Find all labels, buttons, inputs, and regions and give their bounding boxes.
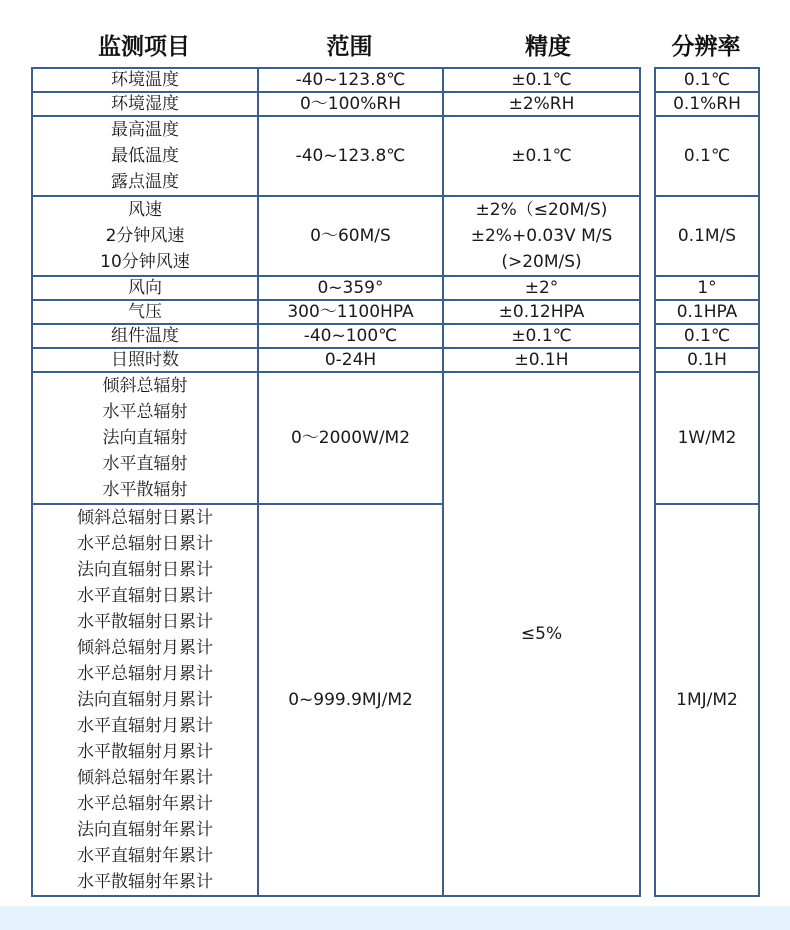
item-label: 最高温度 [111, 120, 179, 140]
header-accuracy: 精度 [525, 33, 571, 60]
range-cell: -40~123.8℃ [258, 116, 443, 196]
item-cell: 环境温度 [32, 68, 258, 92]
item-label: 水平直辐射月累计 [77, 716, 213, 736]
accuracy-cell: ±0.1℃ [443, 68, 640, 92]
range-cell: 0～2000W/M2 [258, 372, 443, 504]
spec-table [31, 67, 760, 897]
accuracy-cell: ±2%RH [443, 92, 640, 116]
range-cell: -40~123.8℃ [258, 68, 443, 92]
column-gap [640, 196, 655, 276]
column-gap [640, 324, 655, 348]
accuracy-line: (>20M/S) [501, 252, 582, 272]
item-label: 法向直辐射月累计 [77, 690, 213, 710]
range-cell: 0～100%RH [258, 92, 443, 116]
item-cell: 风向 [32, 276, 258, 300]
item-cell: 组件温度 [32, 324, 258, 348]
item-label: 倾斜总辐射月累计 [77, 638, 213, 658]
column-gap [640, 300, 655, 324]
header-item: 监测项目 [98, 33, 190, 60]
item-label: 法向直辐射 [102, 428, 188, 448]
accuracy-cell: ±0.1H [443, 348, 640, 372]
range-cell: 0~999.9MJ/M2 [258, 504, 443, 896]
column-gap [640, 372, 655, 896]
item-label: 法向直辐射年累计 [77, 820, 213, 840]
accuracy-cell: ≤5% [443, 372, 640, 896]
item-cell [32, 196, 258, 276]
accuracy-cell: ±0.1℃ [443, 324, 640, 348]
resolution-cell: 0.1℃ [655, 68, 759, 92]
item-cell [32, 372, 258, 504]
column-gap [640, 116, 655, 196]
resolution-cell: 0.1M/S [655, 196, 759, 276]
item-cell [32, 504, 258, 896]
item-label: 风速 [128, 200, 162, 220]
table-row [32, 68, 759, 92]
header-range: 范围 [326, 33, 373, 60]
column-gap [640, 348, 655, 372]
table-row [32, 116, 759, 196]
item-cell: 气压 [32, 300, 258, 324]
range-cell: 0~359° [258, 276, 443, 300]
resolution-cell: 0.1%RH [655, 92, 759, 116]
accuracy-cell: ±0.12HPA [443, 300, 640, 324]
item-label: 露点温度 [111, 172, 179, 192]
resolution-cell: 0.1℃ [655, 324, 759, 348]
item-label: 水平总辐射 [102, 402, 188, 422]
item-label: 水平散辐射月累计 [77, 742, 213, 762]
resolution-cell: 0.1H [655, 348, 759, 372]
range-cell: 0～60M/S [258, 196, 443, 276]
accuracy-line: ±2%+0.03V M/S [470, 226, 613, 246]
item-label: 倾斜总辐射 [102, 376, 188, 396]
table-row [32, 300, 759, 324]
accuracy-cell: ±2° [443, 276, 640, 300]
item-cell [32, 116, 258, 196]
item-label: 水平总辐射日累计 [77, 534, 213, 554]
item-label: 水平直辐射年累计 [77, 846, 213, 866]
table-row [32, 276, 759, 300]
item-label: 倾斜总辐射年累计 [77, 768, 213, 788]
item-label: 2分钟风速 [105, 226, 185, 246]
table-row [32, 372, 759, 504]
accuracy-cell [443, 196, 640, 276]
item-label: 法向直辐射日累计 [77, 560, 213, 580]
table-row [32, 92, 759, 116]
resolution-cell: 1MJ/M2 [655, 504, 759, 896]
item-label: 水平散辐射年累计 [77, 872, 213, 892]
bottom-band [0, 906, 790, 930]
range-cell: 300～1100HPA [258, 300, 443, 324]
column-gap [640, 276, 655, 300]
table-row [32, 348, 759, 372]
item-label: 水平散辐射日累计 [77, 612, 213, 632]
item-label: 倾斜总辐射日累计 [77, 508, 213, 528]
accuracy-cell: ±0.1℃ [443, 116, 640, 196]
range-cell: -40~100℃ [258, 324, 443, 348]
column-gap [640, 92, 655, 116]
header-resolution: 分辨率 [671, 33, 741, 60]
item-label: 水平总辐射月累计 [77, 664, 213, 684]
column-gap [640, 68, 655, 92]
resolution-cell: 1° [655, 276, 759, 300]
item-cell: 环境湿度 [32, 92, 258, 116]
item-label: 水平直辐射 [102, 454, 188, 474]
item-label: 10分钟风速 [100, 252, 190, 272]
resolution-cell: 0.1HPA [655, 300, 759, 324]
item-label: 水平总辐射年累计 [77, 794, 213, 814]
resolution-cell: 1W/M2 [655, 372, 759, 504]
table-row [32, 196, 759, 276]
resolution-cell: 0.1℃ [655, 116, 759, 196]
range-cell: 0-24H [258, 348, 443, 372]
item-label: 最低温度 [111, 146, 179, 166]
table-row [32, 324, 759, 348]
item-label: 水平直辐射日累计 [77, 586, 213, 606]
item-cell: 日照时数 [32, 348, 258, 372]
item-label: 水平散辐射 [102, 480, 188, 500]
accuracy-line: ±2%（≤20M/S) [475, 200, 608, 220]
